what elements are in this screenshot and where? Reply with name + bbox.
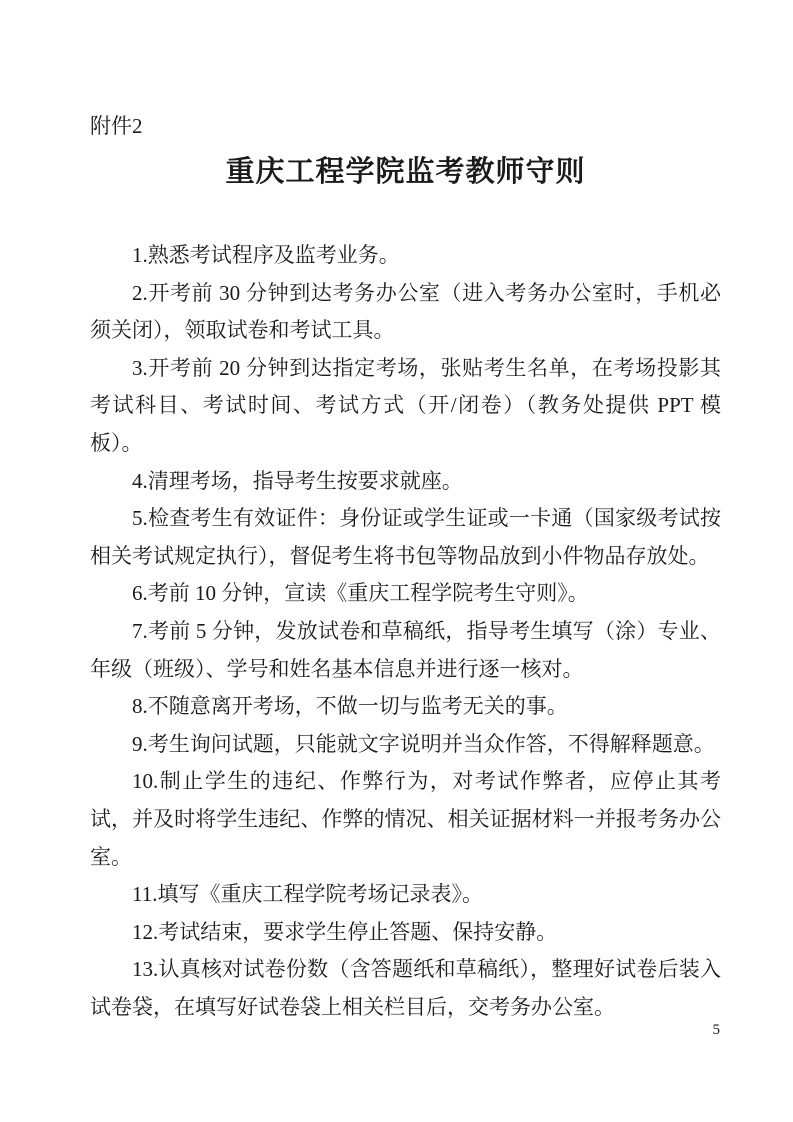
rule-item-6: 6.考前 10 分钟，宣读《重庆工程学院考生守则》。 bbox=[132, 581, 589, 606]
rule-item-5: 5.检查考生有效证件：身份证或学生证或一卡通（国家级考试按相关考试规定执行），督促考生将书包等物品放到小件物品存放处。 bbox=[90, 506, 721, 568]
document-title: 重庆工程学院监考教师守则 bbox=[225, 156, 586, 188]
page-number: 5 bbox=[712, 1022, 720, 1038]
rule-item-1: 1.熟悉考试程序及监考业务。 bbox=[132, 243, 400, 267]
rule-item-9: 9.考生询问试题，只能就文字说明并当众作答，不得解释题意。 bbox=[132, 731, 715, 756]
rules-list bbox=[90, 237, 721, 1026]
rule-item-13: 13.认真核对试卷份数（含答题纸和草稿纸），整理好试卷后装入试卷袋，在填写好试卷袋上相关栏目后，交考务办公室。 bbox=[90, 957, 721, 1019]
attachment-label: 附件2 bbox=[90, 114, 143, 138]
rule-item-2: 2.开考前 30 分钟到达考务办公室（进入考务办公室时，手机必须关闭），领取试卷和考试工具。 bbox=[90, 280, 721, 343]
rule-item-7: 7.考前 5 分钟，发放试卷和草稿纸，指导考生填写（涂）专业、年级（班级）、学号和姓名基本信息并进行逐一核对。 bbox=[90, 618, 721, 681]
rule-item-10: 10.制止学生的违纪、作弊行为，对考试作弊者，应停止其考试，并及时将学生违纪、作弊的情况、相关证据材料一并报考务办公室。 bbox=[90, 769, 721, 869]
rule-item-11: 11.填写《重庆工程学院考场记录表》。 bbox=[132, 882, 483, 907]
rule-item-4: 4.清理考场，指导考生按要求就座。 bbox=[132, 468, 463, 493]
rule-item-12: 12.考试结束，要求学生停止答题、保持安静。 bbox=[132, 919, 558, 944]
rule-item-3: 3.开考前 20 分钟到达指定考场，张贴考生名单，在考场投影其考试科目、考试时间、考试方式（开/闭卷）（教务处提供 PPT 模板）。 bbox=[90, 355, 721, 455]
rule-item-8: 8.不随意离开考场，不做一切与监考无关的事。 bbox=[132, 694, 568, 719]
